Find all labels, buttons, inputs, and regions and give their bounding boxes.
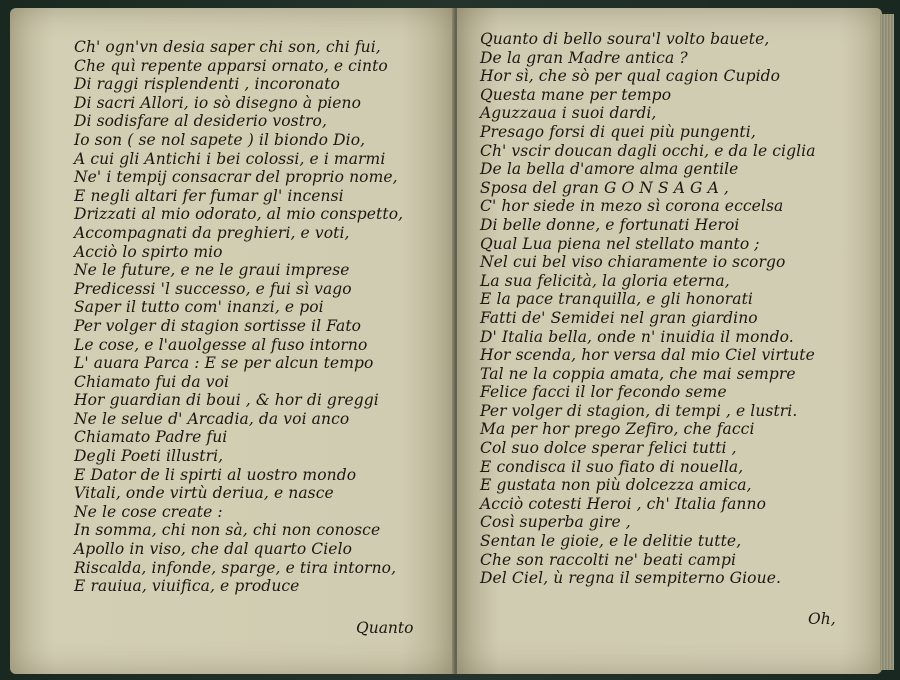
text-line: Che quì repente apparsi ornato, e cinto [74,56,388,75]
text-line: Saper il tutto com' inanzi, e poi [74,298,324,317]
text-line: Aguzzaua i suoi dardi, [480,104,657,123]
text-line: Fatti de' Semidei nel gran giardino [480,308,758,327]
text-line: Presago forsi di quei più pungenti, [480,122,756,141]
left-page-text [74,38,403,596]
text-line: D' Italia bella, onde n' inuidia il mondo. [480,327,794,346]
text-line: Per volger di stagion sortisse il Fato [74,316,362,335]
text-line: E Dator de li spirti al uostro mondo [74,465,357,484]
text-line: Di belle donne, e fortunati Heroi [480,215,740,234]
text-line: E rauiua, viuifica, e produce [74,577,300,596]
text-line: E la pace tranquilla, e gli honorati [480,290,753,309]
text-line: Che son raccolti ne' beati campi [480,550,737,569]
text-line: Ne le future, e ne le graui imprese [74,261,350,280]
text-line: Questa mane per tempo [480,85,672,104]
text-line: Ch' ogn'vn desia saper chi son, chi fui, [74,38,381,56]
right-page-text [480,30,816,588]
text-line: Nel cui bel viso chiaramente io scorgo [480,253,786,272]
text-line: La sua felicità, la gloria eterna, [480,271,730,290]
text-line: Accompagnati da preghieri, e voti, [74,223,350,242]
text-line: E gustata non più dolcezza amica, [480,476,752,495]
page-edges [880,14,894,670]
text-line: Quanto di bello soura'l volto bauete, [480,30,770,48]
text-line: Sposa del gran G O N S A G A , [480,178,729,197]
text-line: Hor guardian di boui , & hor di greggi [74,391,379,410]
text-line: De la bella d'amore alma gentile [480,160,739,179]
text-line: L' auara Parca : E se per alcun tempo [74,354,374,373]
text-line: Di raggi risplendenti , incoronato [74,75,340,94]
text-line: Col suo dolce sperar felici tutti , [480,439,737,458]
text-line: Qual Lua piena nel stellato manto ; [480,234,760,253]
text-line: Chiamato fui da voi [74,372,230,391]
text-line: Felice facci il lor fecondo seme [480,383,727,402]
text-line: Sentan le gioie, e le delitie tutte, [480,532,742,551]
text-line: Acciò cotesti Heroi , ch' Italia fanno [480,494,767,513]
text-line: Acciò lo spirto mio [74,242,223,261]
text-line: Drizzati al mio odorato, al mio conspetto, [74,205,404,224]
text-line: Per volger di stagion, di tempi , e lustri. [480,401,798,420]
text-line: Hor scenda, hor versa dal mio Ciel virtute [480,346,815,365]
text-line: Ne' i tempij consacrar del proprio nome, [74,168,398,187]
text-line: A cui gli Antichi i bei colossi, e i marmi [74,149,386,168]
text-line: E condisca il suo fiato di nouella, [480,457,744,476]
text-line: Ne le cose create : [74,502,223,521]
text-line: Chiamato Padre fui [74,428,228,447]
text-line: Io son ( se nol sapete ) il biondo Dio, [74,130,366,149]
text-line: Apollo in viso, che dal quarto Cielo [74,540,353,559]
text-line: E negli altari fer fumar gl' incensi [74,186,344,205]
text-line: Ma per hor prego Zefiro, che facci [480,420,755,439]
text-line: Di sacri Allori, io sò disegno à pieno [74,93,362,112]
text-line: Le cose, e l'auolgesse al fuso intorno [74,335,368,354]
text-line: Ne le selue d' Arcadia, da voi anco [74,409,350,428]
text-line: Ch' vscir doucan dagli occhi, e da le ciglia [480,141,816,160]
text-line: Predicessi 'l successo, e fui sì vago [74,279,352,298]
text-line: Così superba gire , [480,513,631,532]
text-line: Del Ciel, ù regna il sempiterno Gioue. [480,569,782,588]
text-line: Tal ne la coppia amata, che mai sempre [480,364,796,383]
text-line: De la gran Madre antica ? [480,48,688,67]
text-line: Riscalda, infonde, sparge, e tira intorno, [74,558,397,577]
text-line: In somma, chi non sà, chi non conosce [74,521,381,540]
text-line: Degli Poeti illustri, [74,447,224,466]
text-line: Vitali, onde virtù deriua, e nasce [74,484,334,503]
catchword: Oh, [808,610,836,628]
text-line: Di sodisfare al desiderio vostro, [74,112,328,131]
text-line: Hor sì, che sò per qual cagion Cupido [480,67,781,86]
catchword: Quanto [356,619,414,637]
text-line: C' hor siede in mezo sì corona eccelsa [480,197,784,216]
